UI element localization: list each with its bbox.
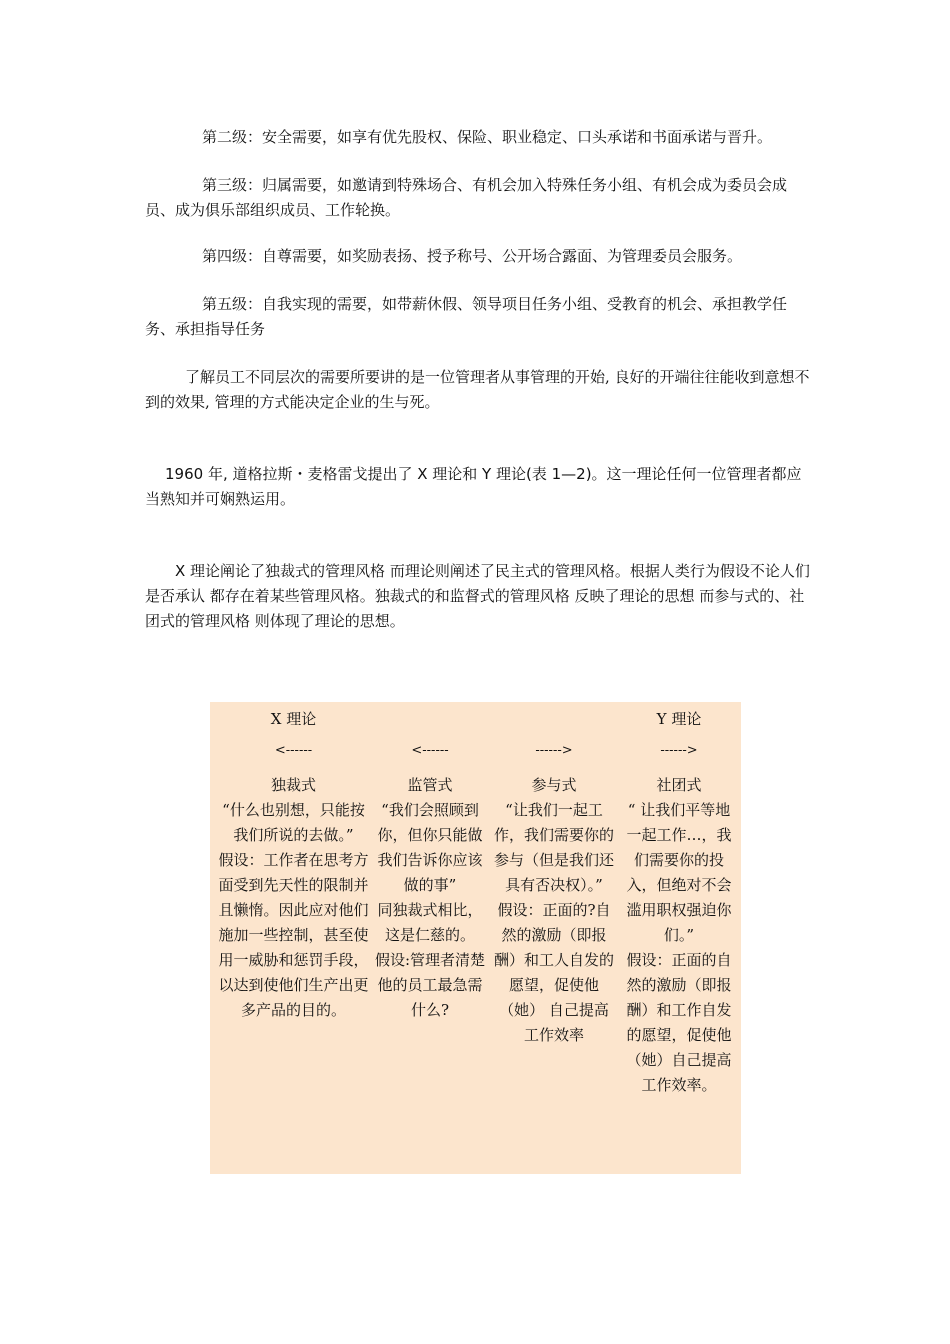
paragraph-level-4: 第四级：自尊需要，如奖励表扬、授予称号、公开场合露面、为管理委员会服务。 — [202, 247, 743, 265]
right-arrow: ------> — [535, 743, 573, 758]
participative-cell: 参与式 “让我们一起工作，我们需要你的参与（但是我们还具有否决权）。” 假设：正面的?自然的激励（即报酬）和工人自发的愿望，促使他（她） 自己提高工作效率 — [493, 776, 614, 1044]
management-style-table — [210, 702, 741, 1174]
paragraph-xy-theory-styles: X 理论阐论了独裁式的管理风格 而理论则阐述了民主式的管理风格。根据人类行为假设不论人们是否承认 都存在着某些管理风格。独裁式的和监督式的管理风格 反映了理论的思想 而参与式的、社团式的管理风格 则体现了理论的思想。 — [145, 562, 810, 630]
paragraph-level-2: 第二级：安全需要，如享有优先股权、保险、职业稳定、口头承诺和书面承诺与晋升。 — [202, 128, 773, 146]
left-arrow: <------ — [274, 743, 313, 758]
right-arrow: ------> — [660, 743, 698, 758]
collegial-cell: 社团式 “ 让我们平等地一起工作…，我们需要你的投入，但绝对不会滥用职权强迫你们。” 假设：正面的自然的激励（即报酬）和工作自发的愿望，促使他（她）自己提高工作效率。 — [626, 776, 732, 1094]
paragraph-level-5: 第五级：自我实现的需要，如带薪休假、领导项目任务小组、受教育的机会、承担教学任务、承担指导任务 — [145, 295, 788, 338]
y-theory-header: Y 理论 — [656, 710, 702, 728]
autocratic-cell: 独裁式 “什么也别想，只能按我们所说的去做。” 假设：工作者在思考方面受到先天性的限制并且懒惰。因此应对他们施加一些控制，甚至使用一威胁和惩罚手段，以达到使他们生产出更多产品的目的。 — [218, 776, 369, 1019]
paragraph-level-3: 第三级：归属需要，如邀请到特殊场合、有机会加入特殊任务小组、有机会成为委员会成员、成为俱乐部组织成员、工作轮换。 — [145, 176, 788, 219]
left-arrow: <------ — [411, 743, 449, 758]
x-theory-header: X 理论 — [270, 710, 317, 728]
paragraph-xy-theory-intro: 1960 年, 道格拉斯・麦格雷戈提出了 X 理论和 Y 理论(表 1—2)。这一理论任何一位管理者都应当熟知并可娴熟运用。 — [145, 465, 802, 508]
paragraph-management-start: 了解员工不同层次的需要所要讲的是一位管理者从事管理的开始, 良好的开端往往能收到意想不到的效果, 管理的方式能决定企业的生与死。 — [145, 368, 810, 411]
supervisory-cell: 监管式 “我们会照顾到你，但你只能做我们告诉你应该做的事” 同独裁式相比，这是仁慈的。 假设:管理者清楚他的员工最急需什么? — [374, 776, 486, 1019]
